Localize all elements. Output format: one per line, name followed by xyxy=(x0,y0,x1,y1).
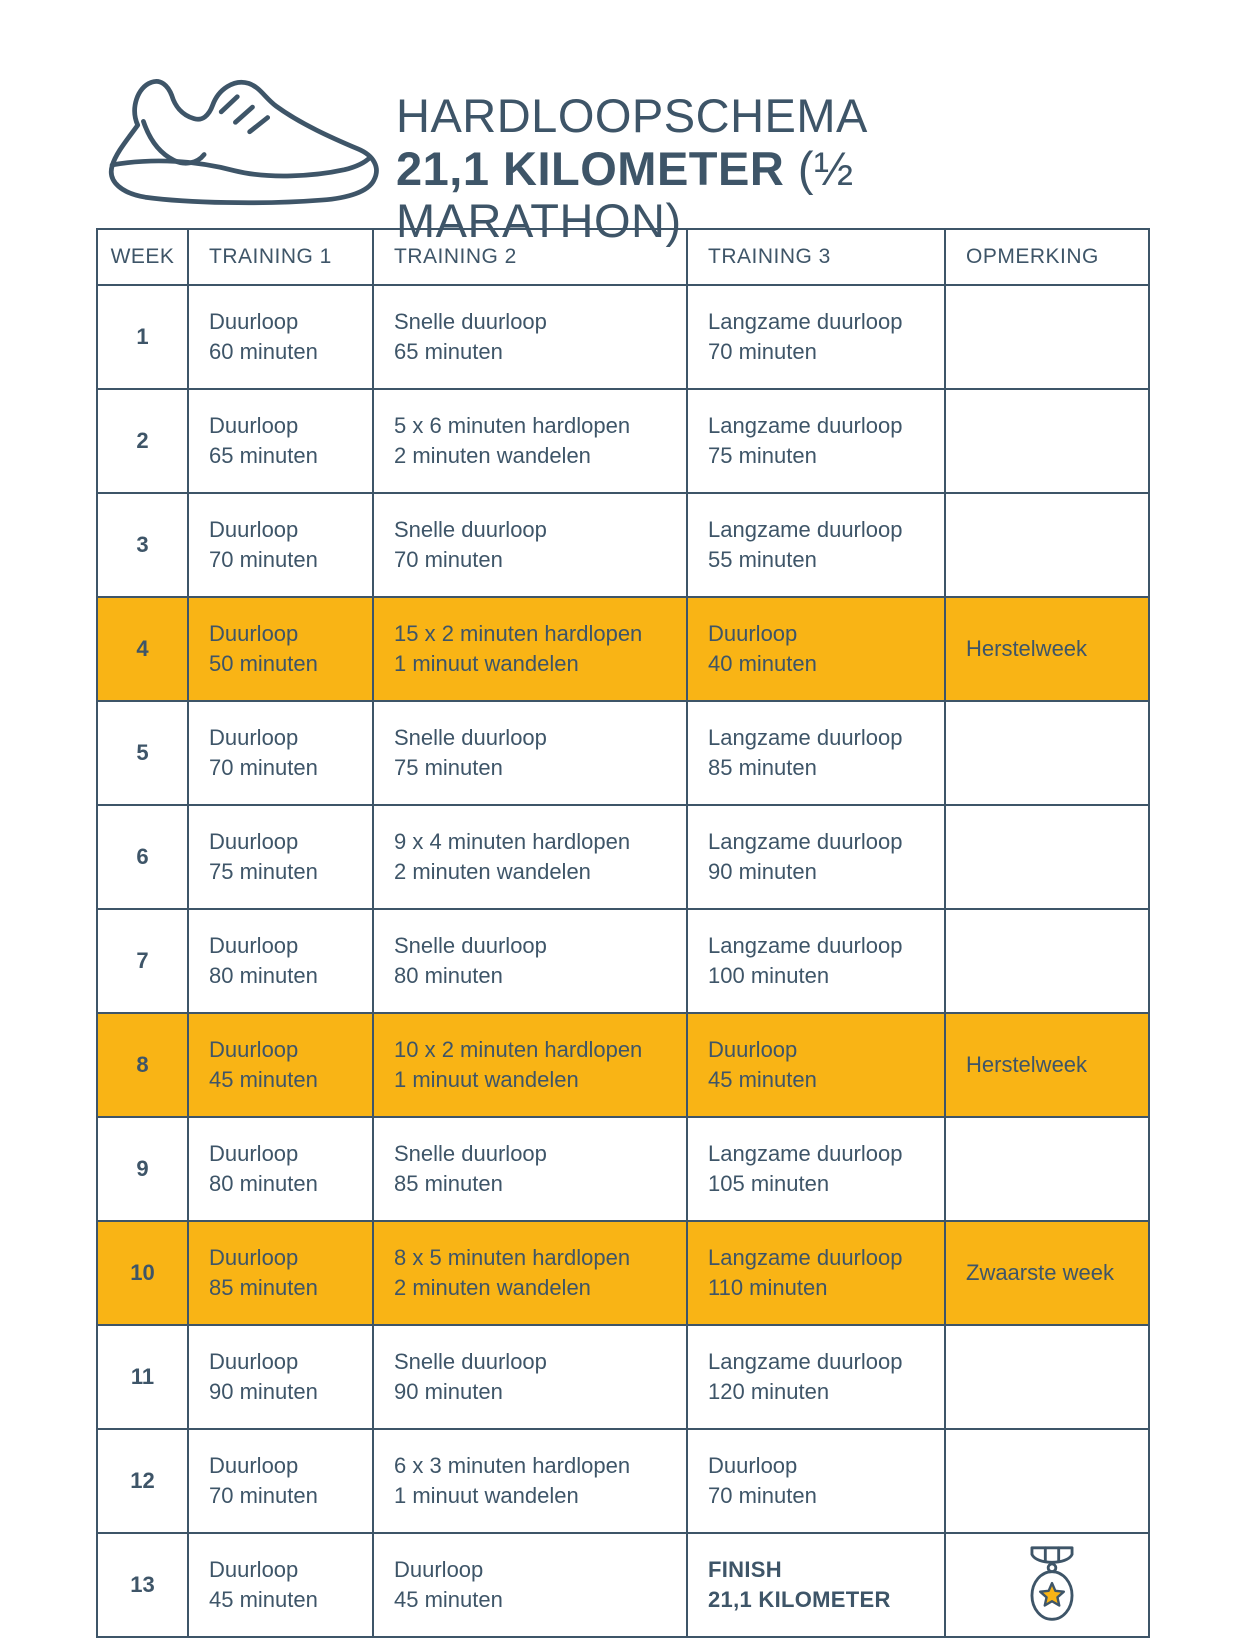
training-3-cell xyxy=(687,805,945,909)
training-3-line-1: Langzame duurloop xyxy=(708,829,903,854)
training-3-line-1: Duurloop xyxy=(708,1453,798,1478)
remark-cell xyxy=(945,285,1149,389)
table-row xyxy=(97,1429,1149,1533)
training-3-line-2: 105 minuten xyxy=(708,1171,830,1196)
week-cell xyxy=(97,1221,188,1325)
training-1-cell xyxy=(188,1221,373,1325)
training-2-line-2: 1 minuut wandelen xyxy=(394,1483,579,1508)
training-1-cell xyxy=(188,1429,373,1533)
training-3-line-1: Duurloop xyxy=(708,1037,798,1062)
training-1-cell xyxy=(188,805,373,909)
training-1-cell xyxy=(188,909,373,1013)
remark-cell xyxy=(945,805,1149,909)
training-1-cell xyxy=(188,1533,373,1637)
training-3-cell xyxy=(687,1325,945,1429)
training-3-cell xyxy=(687,1533,945,1637)
training-2-line-2: 2 minuten wandelen xyxy=(394,443,591,468)
training-2-cell xyxy=(373,805,687,909)
training-1-line-1: Duurloop xyxy=(209,1037,299,1062)
training-2-cell xyxy=(373,597,687,701)
training-3-cell xyxy=(687,493,945,597)
training-2-cell xyxy=(373,1429,687,1533)
training-3-cell xyxy=(687,701,945,805)
training-2-line-1: 15 x 2 minuten hardlopen xyxy=(394,621,643,646)
training-1-cell xyxy=(188,1117,373,1221)
training-1-line-1: Duurloop xyxy=(209,309,299,334)
week-number: 2 xyxy=(136,428,149,453)
training-3-line-1: Langzame duurloop xyxy=(708,1245,903,1270)
training-2-line-2: 2 minuten wandelen xyxy=(394,859,591,884)
training-2-line-2: 75 minuten xyxy=(394,755,503,780)
week-number: 6 xyxy=(136,844,149,869)
training-2-line-1: 5 x 6 minuten hardlopen xyxy=(394,413,631,438)
training-3-line-2: 75 minuten xyxy=(708,443,817,468)
training-3-cell xyxy=(687,1117,945,1221)
training-1-cell xyxy=(188,389,373,493)
training-2-cell xyxy=(373,1117,687,1221)
table-row xyxy=(97,1013,1149,1117)
week-cell xyxy=(97,597,188,701)
training-1-line-1: Duurloop xyxy=(209,829,299,854)
training-2-line-2: 45 minuten xyxy=(394,1587,503,1612)
week-number: 9 xyxy=(136,1156,149,1181)
training-1-line-2: 85 minuten xyxy=(209,1275,318,1300)
training-1-line-1: Duurloop xyxy=(209,1557,299,1582)
training-3-line-2: 110 minuten xyxy=(708,1275,828,1300)
title-line-2 xyxy=(396,143,1148,248)
training-2-line-2: 1 minuut wandelen xyxy=(394,1067,579,1092)
week-cell xyxy=(97,285,188,389)
training-3-line-1: Langzame duurloop xyxy=(708,1349,903,1374)
page-title xyxy=(390,56,1148,248)
week-number: 11 xyxy=(130,1364,155,1389)
training-1-cell xyxy=(188,597,373,701)
training-1-line-2: 60 minuten xyxy=(209,339,318,364)
training-3-cell xyxy=(687,597,945,701)
training-1-line-2: 70 minuten xyxy=(209,1483,318,1508)
week-cell xyxy=(97,1533,188,1637)
column-header-training-3: TRAINING 3 xyxy=(687,229,945,285)
training-1-line-1: Duurloop xyxy=(209,1453,299,1478)
table-row xyxy=(97,909,1149,1013)
header-area xyxy=(96,56,1148,248)
training-1-line-2: 45 minuten xyxy=(209,1587,318,1612)
week-number: 10 xyxy=(130,1260,155,1285)
week-number: 7 xyxy=(136,948,149,973)
remark-cell xyxy=(945,909,1149,1013)
training-3-cell xyxy=(687,1013,945,1117)
training-1-line-1: Duurloop xyxy=(209,933,299,958)
training-2-line-1: 8 x 5 minuten hardlopen xyxy=(394,1245,631,1270)
training-2-line-1: Snelle duurloop xyxy=(394,517,547,542)
training-3-cell xyxy=(687,389,945,493)
week-number: 12 xyxy=(130,1468,155,1493)
training-1-line-2: 75 minuten xyxy=(209,859,318,884)
training-2-cell xyxy=(373,1533,687,1637)
remark-cell xyxy=(945,597,1149,701)
schedule-table-body xyxy=(97,285,1149,1637)
column-header-training-1: TRAINING 1 xyxy=(188,229,373,285)
training-3-line-1: Langzame duurloop xyxy=(708,933,903,958)
table-row xyxy=(97,1117,1149,1221)
training-2-line-2: 70 minuten xyxy=(394,547,503,572)
training-2-line-2: 2 minuten wandelen xyxy=(394,1275,591,1300)
training-1-line-1: Duurloop xyxy=(209,517,299,542)
training-2-line-1: 6 x 3 minuten hardlopen xyxy=(394,1453,631,1478)
training-2-line-1: Snelle duurloop xyxy=(394,725,547,750)
remark-text: Herstelweek xyxy=(966,636,1088,661)
training-2-line-2: 1 minuut wandelen xyxy=(394,651,579,676)
week-number: 1 xyxy=(136,324,149,349)
column-header-week: WEEK xyxy=(97,229,188,285)
table-row xyxy=(97,1325,1149,1429)
training-1-cell xyxy=(188,1013,373,1117)
training-2-line-2: 85 minuten xyxy=(394,1171,503,1196)
week-number: 4 xyxy=(136,636,149,661)
schedule-table xyxy=(96,228,1150,1638)
training-1-line-2: 80 minuten xyxy=(209,1171,318,1196)
week-number: 3 xyxy=(136,532,149,557)
week-cell xyxy=(97,701,188,805)
training-3-line-2: 70 minuten xyxy=(708,1483,817,1508)
week-number: 8 xyxy=(136,1052,149,1077)
training-1-cell xyxy=(188,701,373,805)
training-1-line-2: 65 minuten xyxy=(209,443,318,468)
training-3-line-2: 100 minuten xyxy=(708,963,830,988)
table-row xyxy=(97,389,1149,493)
training-3-line-2: 85 minuten xyxy=(708,755,817,780)
training-2-line-1: Snelle duurloop xyxy=(394,1141,547,1166)
week-cell xyxy=(97,1117,188,1221)
medal-icon xyxy=(1021,1543,1083,1627)
training-2-cell xyxy=(373,493,687,597)
training-3-line-1: FINISH xyxy=(708,1557,782,1582)
remark-cell xyxy=(945,1533,1149,1637)
training-1-line-2: 80 minuten xyxy=(209,963,318,988)
table-row xyxy=(97,597,1149,701)
training-3-cell xyxy=(687,285,945,389)
remark-cell xyxy=(945,389,1149,493)
title-distance: 21,1 KILOMETER xyxy=(396,141,785,195)
column-header-training-2: TRAINING 2 xyxy=(373,229,687,285)
training-1-line-1: Duurloop xyxy=(209,1245,299,1270)
training-3-line-2: 90 minuten xyxy=(708,859,817,884)
training-2-cell xyxy=(373,1221,687,1325)
week-cell xyxy=(97,1013,188,1117)
training-2-line-1: Snelle duurloop xyxy=(394,933,547,958)
week-cell xyxy=(97,1325,188,1429)
remark-text: Herstelweek xyxy=(966,1052,1088,1077)
remark-cell xyxy=(945,1325,1149,1429)
table-row xyxy=(97,493,1149,597)
table-row xyxy=(97,701,1149,805)
training-2-cell xyxy=(373,909,687,1013)
week-cell xyxy=(97,909,188,1013)
remark-text: Zwaarste week xyxy=(966,1260,1114,1285)
table-row xyxy=(97,1533,1149,1637)
training-1-line-1: Duurloop xyxy=(209,621,299,646)
training-3-line-2: 120 minuten xyxy=(708,1379,830,1404)
training-1-line-2: 50 minuten xyxy=(209,651,318,676)
training-1-line-1: Duurloop xyxy=(209,1141,299,1166)
training-2-line-1: 9 x 4 minuten hardlopen xyxy=(394,829,631,854)
remark-cell xyxy=(945,701,1149,805)
table-row xyxy=(97,285,1149,389)
training-1-line-2: 70 minuten xyxy=(209,547,318,572)
week-number: 13 xyxy=(130,1572,155,1597)
training-1-cell xyxy=(188,1325,373,1429)
training-1-cell xyxy=(188,285,373,389)
training-3-cell xyxy=(687,1221,945,1325)
training-3-line-1: Duurloop xyxy=(708,621,798,646)
training-2-line-1: Snelle duurloop xyxy=(394,1349,547,1374)
training-2-cell xyxy=(373,389,687,493)
title-line-1: HARDLOOPSCHEMA xyxy=(396,89,868,142)
week-cell xyxy=(97,389,188,493)
training-1-line-2: 70 minuten xyxy=(209,755,318,780)
training-3-line-1: Langzame duurloop xyxy=(708,309,903,334)
training-2-cell xyxy=(373,1325,687,1429)
training-3-line-2: 21,1 KILOMETER xyxy=(708,1587,891,1612)
training-3-cell xyxy=(687,909,945,1013)
training-3-line-2: 70 minuten xyxy=(708,339,817,364)
training-3-line-1: Langzame duurloop xyxy=(708,517,903,542)
table-row xyxy=(97,805,1149,909)
training-3-line-1: Langzame duurloop xyxy=(708,413,903,438)
table-row xyxy=(97,1221,1149,1325)
training-3-cell xyxy=(687,1429,945,1533)
running-shoe-icon xyxy=(96,58,390,216)
training-2-line-1: 10 x 2 minuten hardlopen xyxy=(394,1037,643,1062)
training-2-line-2: 90 minuten xyxy=(394,1379,503,1404)
week-cell xyxy=(97,1429,188,1533)
training-3-line-1: Langzame duurloop xyxy=(708,725,903,750)
week-cell xyxy=(97,493,188,597)
training-2-line-2: 80 minuten xyxy=(394,963,503,988)
training-1-line-1: Duurloop xyxy=(209,725,299,750)
training-2-cell xyxy=(373,1013,687,1117)
title-suffix: (½ MARATHON) xyxy=(396,141,854,248)
training-3-line-2: 45 minuten xyxy=(708,1067,817,1092)
week-number: 5 xyxy=(136,740,149,765)
remark-cell xyxy=(945,1429,1149,1533)
remark-cell xyxy=(945,1013,1149,1117)
training-2-cell xyxy=(373,701,687,805)
training-2-line-1: Snelle duurloop xyxy=(394,309,547,334)
training-1-line-1: Duurloop xyxy=(209,413,299,438)
training-2-line-2: 65 minuten xyxy=(394,339,503,364)
training-3-line-2: 55 minuten xyxy=(708,547,817,572)
training-1-line-2: 45 minuten xyxy=(209,1067,318,1092)
training-2-line-1: Duurloop xyxy=(394,1557,484,1582)
column-header-opmerking: OPMERKING xyxy=(945,229,1149,285)
remark-cell xyxy=(945,493,1149,597)
week-cell xyxy=(97,805,188,909)
training-2-cell xyxy=(373,285,687,389)
training-1-line-2: 90 minuten xyxy=(209,1379,318,1404)
training-1-cell xyxy=(188,493,373,597)
remark-cell xyxy=(945,1221,1149,1325)
remark-cell xyxy=(945,1117,1149,1221)
training-3-line-1: Langzame duurloop xyxy=(708,1141,903,1166)
training-3-line-2: 40 minuten xyxy=(708,651,817,676)
training-1-line-1: Duurloop xyxy=(209,1349,299,1374)
